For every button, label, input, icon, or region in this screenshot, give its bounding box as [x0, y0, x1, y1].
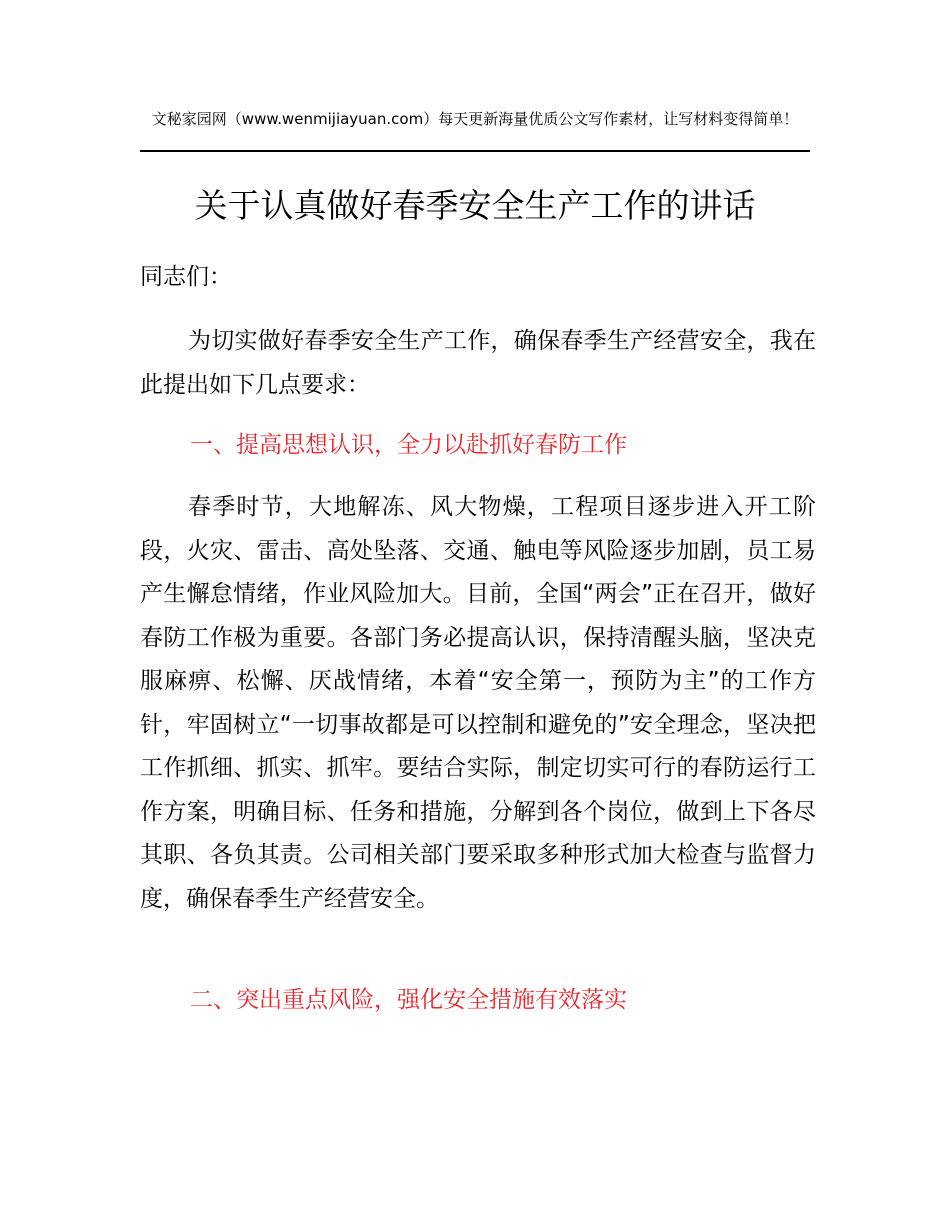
document-title: 关于认真做好春季安全生产工作的讲话 [194, 186, 756, 225]
intro-paragraph: 为切实做好春季安全生产工作，确保春季生产经营安全，我在此提出如下几点要求： [140, 328, 816, 398]
section-heading-1: 一、提高思想认识，全力以赴抓好春防工作 [190, 432, 627, 458]
salutation: 同志们： [140, 264, 232, 290]
section-heading-2: 二、突出重点风险，强化安全措施有效落实 [190, 987, 627, 1013]
page-header: 文秘家园网（www.wenmijiayuan.com）每天更新海量优质公文写作素材，让写材料变得简单！ [151, 110, 799, 128]
section-body-1: 春季时节，大地解冻、风大物燥，工程项目逐步进入开工阶段，火灾、雷击、高处坠落、交通、触电等风险逐步加剧，员工易产生懈怠情绪，作业风险加大。目前，全国“两会”正在召开，做好春防工作极为重要。各部门务必提高认识，保持清醒头脑，坚决克服麻痹、松懈、厌战情绪，本着“安全第一，预防为主”的工作方针，牢固树立“一切事故都是可以控制和避免的”安全理念，坚决把工作抓细、抓实、抓牢。要结合实际，制定切实可行的春防运行工作方案，明确目标、任务和措施，分解到各个岗位，做到上下各尽其职、各负其责。公司相关部门要采取多种形式加大检查与监督力度，确保春季生产经营安全。 [140, 494, 816, 912]
header-divider [140, 150, 810, 152]
